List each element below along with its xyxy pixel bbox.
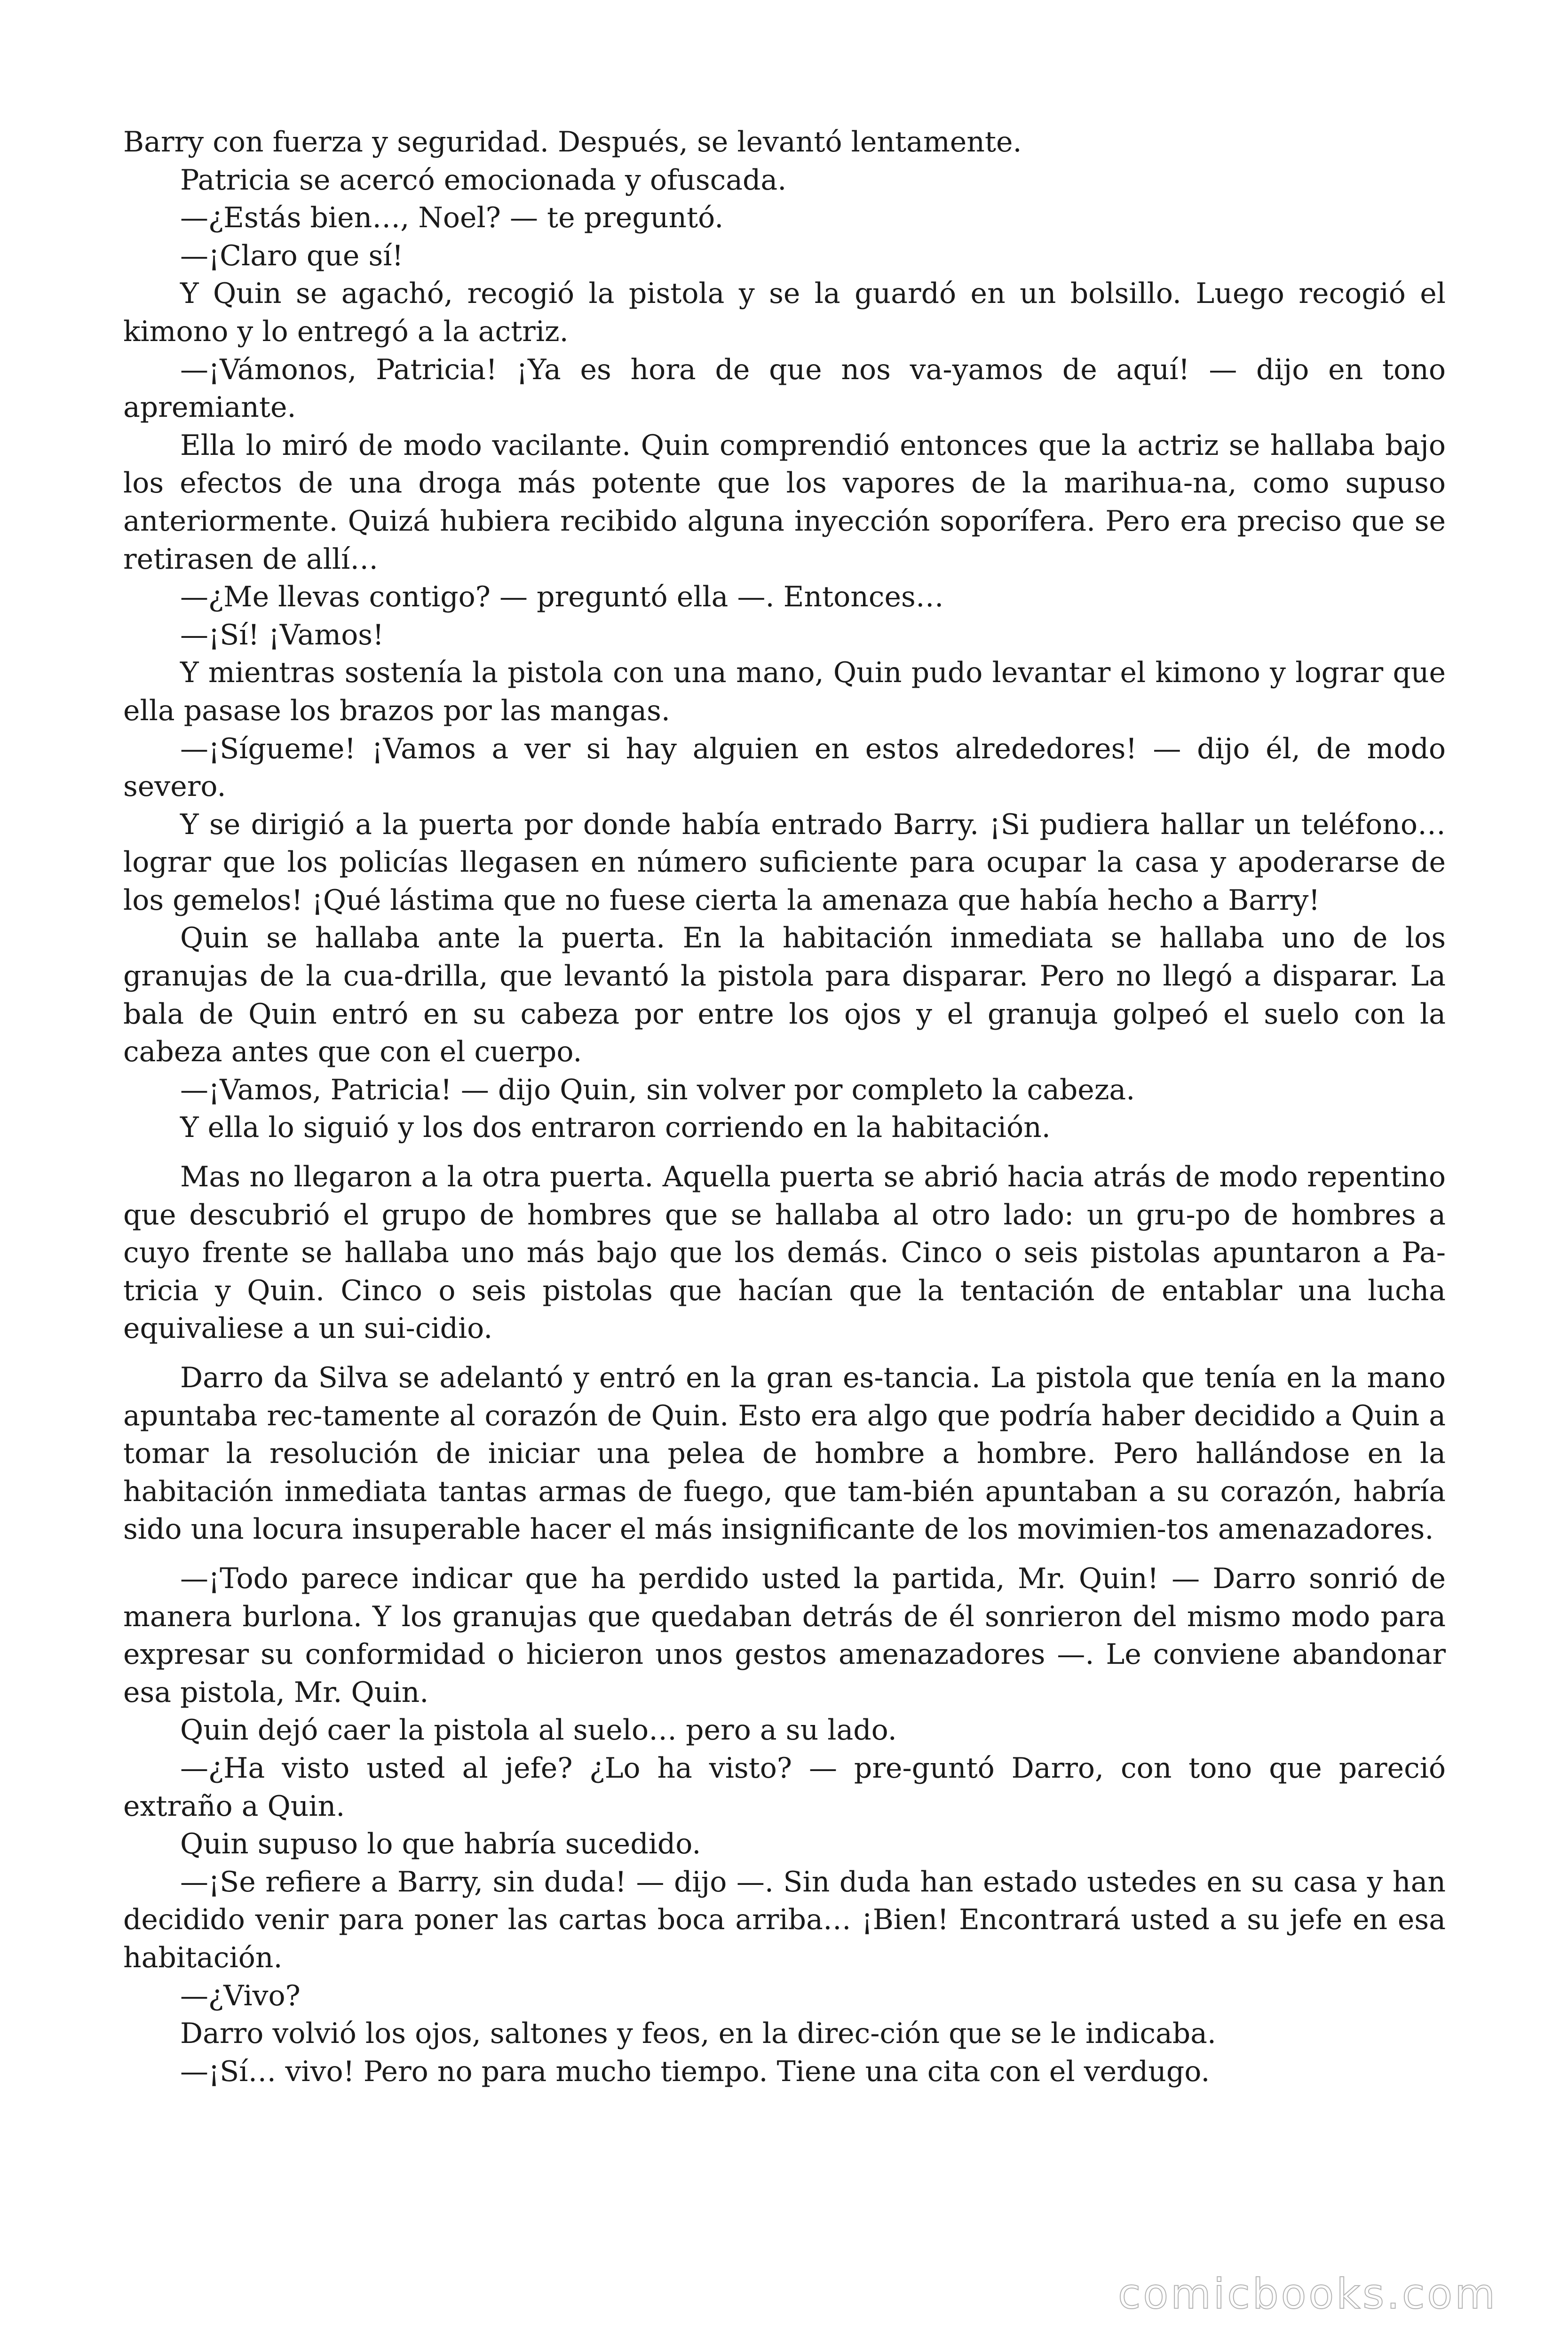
paragraph: —¿Me llevas contigo? — preguntó ella —. Entonces… [180,580,944,614]
paragraph: —¿Vivo? [180,1979,301,2012]
paragraph: Darro da Silva se adelantó y entró en la gran es-tancia. La pistola que tenía en la mano apuntaba rec-tamente al corazón de Quin. Esto era algo que podría haber decidido a Quin a tomar la resolución de iniciar una pelea de hombre a hombre. Pero hallándose en la habitación inmediata tantas armas de fuego, que tam-bién apuntaban a su corazón, habría sido una locura insuperable hacer el más insignificante de los movimien-tos amenazadores. [123,1361,1446,1546]
paragraph: —¡Sí… vivo! Pero no para mucho tiempo. Tiene una cita con el verdugo. [180,2055,1210,2088]
paragraph: Y ella lo siguió y los dos entraron corriendo en la habitación. [180,1111,1051,1144]
paragraph: Darro volvió los ojos, saltones y feos, en la direc-ción que se le indicaba. [180,2017,1217,2050]
paragraph: Ella lo miró de modo vacilante. Quin comprendió entonces que la actriz se hallaba bajo los efectos de una droga más potente que los vapores de la marihua-na, como supuso anteriormente. Quizá hubiera recibido alguna inyección soporífera. Pero era preciso que se retirasen de allí… [123,429,1446,576]
paragraph: Mas no llegaron a la otra puerta. Aquella puerta se abrió hacia atrás de modo repentino que descubrió el grupo de hombres que se hallaba al otro lado: un gru-po de hombres a cuyo frente se hallaba uno más bajo que los demás. Cinco o seis pistolas apuntaron a Pa-tricia y Quin. Cinco o seis pistolas que hacían que la tentación de entablar una lucha equivaliese a un sui-cidio. [123,1160,1446,1345]
paragraph: —¡Vámonos, Patricia! ¡Ya es hora de que nos va-yamos de aquí! — dijo en tono apremiante. [123,353,1446,424]
paragraph: —¡Vamos, Patricia! — dijo Quin, sin volver por completo la cabeza. [180,1073,1135,1106]
paragraph: Y mientras sostenía la pistola con una mano, Quin pudo levantar el kimono y lograr que ella pasase los brazos por las mangas. [123,656,1446,727]
paragraph: —¿Estás bien…, Noel? — te preguntó. [180,201,724,235]
paragraph: —¡Todo parece indicar que ha perdido usted la partida, Mr. Quin! — Darro sonrió de manera burlona. Y los granujas que quedaban detrás de él sonrieron del mismo modo para expresar su conformidad o hicieron unos gestos amenazadores —. Le conviene abandonar esa pistola, Mr. Quin. [123,1562,1446,1709]
paragraph: —¡Sígueme! ¡Vamos a ver si hay alguien en estos alrededores! — dijo él, de modo severo. [123,732,1446,803]
paragraph: —¡Claro que sí! [180,239,404,272]
paragraph: Quin supuso lo que habría sucedido. [180,1828,701,1861]
body-text [123,123,1446,2090]
paragraph: —¡Se refiere a Barry, sin duda! — dijo —. Sin duda han estado ustedes en su casa y han decidido venir para poner las cartas boca arriba… ¡Bien! Encontrará usted a su jefe en esa habitación. [123,1865,1446,1974]
watermark: comicbooks.com [1117,2270,1497,2318]
paragraph: Quin se hallaba ante la puerta. En la habitación inmediata se hallaba uno de los granujas de la cua-drilla, que levantó la pistola para disparar. Pero no llegó a disparar. La bala de Quin entró en su cabeza por entre los ojos y el granuja golpeó el suelo con la cabeza antes que con el cuerpo. [123,922,1446,1069]
paragraph: Y se dirigió a la puerta por donde había entrado Barry. ¡Si pudiera hallar un teléfono… lograr que los policías llegasen en número suficiente para ocupar la casa y apoderarse de los gemelos! ¡Qué lástima que no fuese cierta la amenaza que había hecho a Barry! [123,808,1446,917]
paragraph: —¿Ha visto usted al jefe? ¿Lo ha visto? — pre-guntó Darro, con tono que pareció extraño a Quin. [123,1751,1446,1823]
paragraph: Patricia se acercó emocionada y ofuscada. [180,163,787,197]
paragraph: Barry con fuerza y seguridad. Después, se levantó lentamente. [123,126,1022,159]
paragraph: —¡Sí! ¡Vamos! [180,618,384,652]
paragraph: Quin dejó caer la pistola al suelo… pero a su lado. [180,1714,897,1747]
paragraph: Y Quin se agachó, recogió la pistola y se la guardó en un bolsillo. Luego recogió el kimono y lo entregó a la actriz. [123,277,1446,348]
